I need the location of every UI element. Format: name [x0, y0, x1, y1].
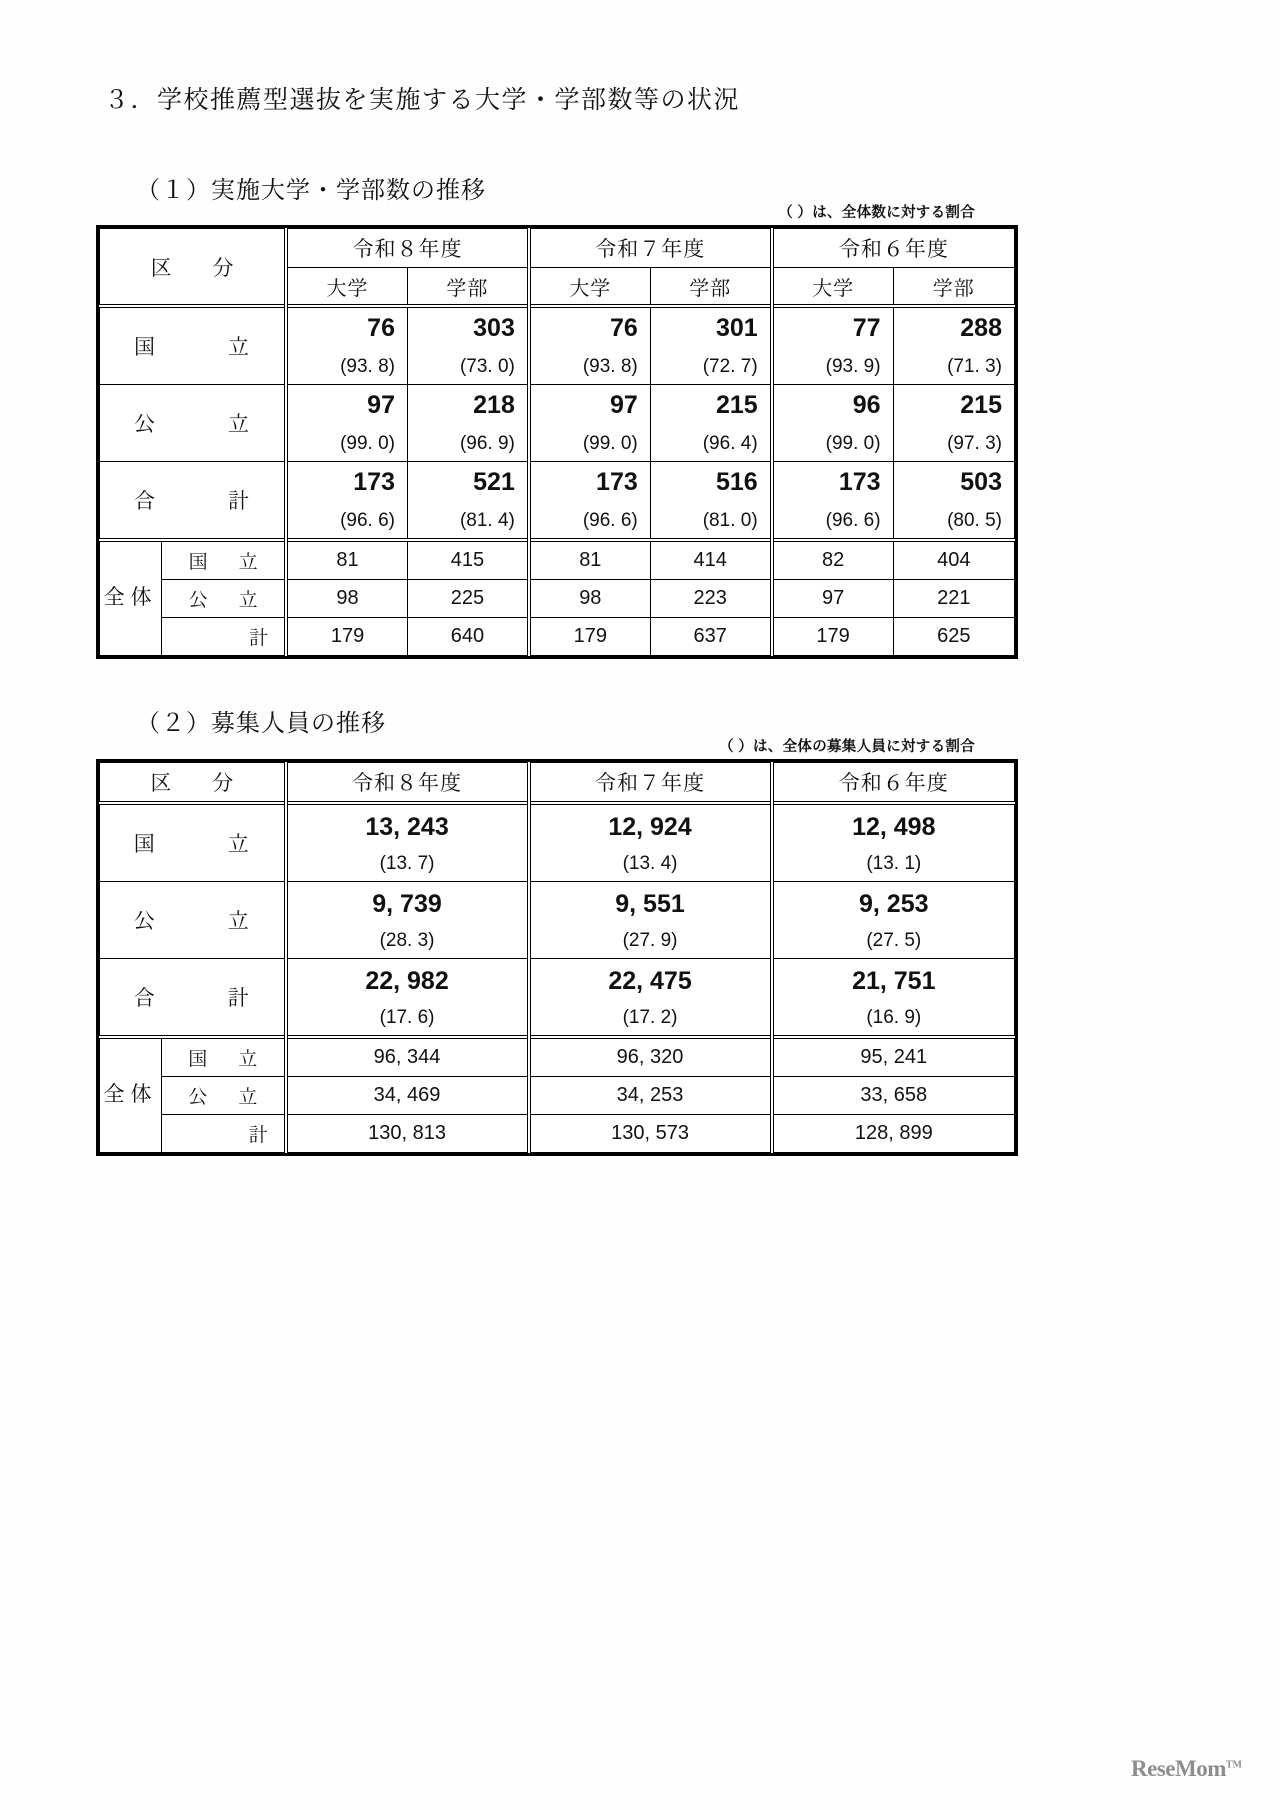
cell-value: [286, 385, 407, 462]
cell-value: 225: [407, 580, 528, 618]
cell-number: 97: [367, 391, 395, 419]
row-label-zentai-total: 計: [162, 618, 286, 656]
cell-number: 173: [353, 468, 395, 496]
cell-value: 415: [407, 540, 528, 580]
row-group-label-zentai: 全体: [100, 1037, 162, 1153]
cell-value: [772, 882, 1015, 959]
cell-percent: (93. 9): [825, 356, 881, 377]
cell-value: [772, 803, 1015, 882]
row-label-total: 合 計: [100, 462, 287, 541]
cell-percent: (93. 8): [340, 356, 395, 377]
cell-value: [407, 462, 528, 541]
cell-value: [529, 959, 772, 1038]
table-row: [100, 803, 1015, 882]
row-label-kokuritsu: 国 立: [100, 306, 287, 385]
header-sub-daigaku-r8: 大学: [286, 268, 407, 307]
cell-value: 404: [893, 540, 1014, 580]
section-1-note: （ ）は、全体数に対する割合: [778, 205, 975, 221]
cell-value: 414: [650, 540, 771, 580]
table-header-row-years: [100, 763, 1015, 804]
table-row: [100, 882, 1015, 959]
row-label-kokuritsu: 国 立: [100, 803, 286, 882]
cell-number: 173: [838, 468, 881, 496]
row-label-koritsu: 公 立: [100, 882, 286, 959]
header-year-r8: 令和８年度: [286, 229, 529, 268]
cell-value: 130, 573: [529, 1115, 772, 1153]
cell-percent: (72. 7): [702, 356, 758, 377]
header-sub-gakubu-r7: 学部: [650, 268, 771, 307]
cell-value: [407, 306, 528, 385]
cell-value: 97: [772, 580, 893, 618]
cell-percent: (73. 0): [459, 356, 515, 377]
header-year-r8: 令和８年度: [286, 763, 529, 804]
cell-percent: (17. 2): [622, 1007, 678, 1028]
watermark-tm: TM: [1225, 1759, 1242, 1771]
cell-value: 82: [772, 540, 893, 580]
cell-number: 503: [960, 468, 1002, 496]
cell-percent: (13. 4): [622, 853, 678, 874]
row-label-zentai-kokuritsu: 国 立: [162, 1037, 286, 1077]
cell-value: [772, 959, 1015, 1038]
cell-value: [529, 462, 650, 541]
cell-number: 97: [609, 391, 638, 419]
cell-number: 76: [609, 314, 638, 342]
section-2-note: （ ）は、全体の募集人員に対する割合: [719, 739, 975, 755]
table-row: [100, 1077, 1015, 1115]
cell-percent: (16. 9): [866, 1007, 922, 1028]
cell-value: 625: [893, 618, 1014, 656]
cell-value: [286, 462, 407, 541]
header-year-r7: 令和７年度: [529, 763, 772, 804]
cell-percent: (13. 7): [379, 853, 435, 874]
cell-number: 218: [473, 391, 515, 419]
cell-number: 22, 982: [365, 967, 449, 995]
cell-value: [893, 462, 1014, 541]
cell-number: 21, 751: [852, 967, 936, 995]
header-sub-daigaku-r6: 大学: [772, 268, 893, 307]
cell-value: 34, 253: [529, 1077, 772, 1115]
cell-value: 96, 320: [529, 1037, 772, 1077]
cell-value: [286, 959, 529, 1038]
cell-number: 12, 498: [852, 813, 936, 841]
page-title: ３．学校推薦型選抜を実施する大学・学部数等の状況: [104, 86, 741, 114]
cell-value: 34, 469: [286, 1077, 529, 1115]
cell-percent: (17. 6): [379, 1007, 435, 1028]
table-row: [100, 540, 1015, 580]
cell-percent: (99. 0): [582, 433, 638, 454]
cell-value: 179: [286, 618, 407, 656]
cell-number: 303: [473, 314, 515, 342]
cell-number: 9, 551: [615, 890, 685, 918]
cell-value: [772, 462, 893, 541]
table-row: [100, 385, 1015, 462]
cell-value: [529, 882, 772, 959]
table-row: [100, 1037, 1015, 1077]
header-year-r6: 令和６年度: [772, 763, 1015, 804]
cell-value: 221: [893, 580, 1014, 618]
cell-value: [650, 385, 771, 462]
watermark-brand: ReseMom: [1131, 1756, 1226, 1781]
cell-value: [650, 462, 771, 541]
table-universities-departments: [96, 225, 1018, 659]
cell-percent: (96. 9): [459, 433, 515, 454]
cell-percent: (27. 9): [622, 930, 678, 951]
cell-value: 640: [407, 618, 528, 656]
row-label-zentai-koritsu: 公 立: [162, 1077, 286, 1115]
row-label-zentai-total: 計: [162, 1115, 286, 1153]
section-2-title: （２）募集人員の推移: [136, 710, 386, 737]
cell-value: 98: [529, 580, 650, 618]
cell-percent: (97. 3): [947, 433, 1002, 454]
header-sub-daigaku-r7: 大学: [529, 268, 650, 307]
cell-number: 13, 243: [365, 813, 449, 841]
cell-value: [529, 385, 650, 462]
cell-value: [286, 306, 407, 385]
cell-value: [772, 385, 893, 462]
watermark-logo: [1131, 1756, 1242, 1782]
header-kubun: 区 分: [100, 763, 286, 804]
cell-number: 516: [715, 468, 758, 496]
table-row: [100, 618, 1015, 656]
cell-number: 22, 475: [608, 967, 692, 995]
cell-number: 12, 924: [608, 813, 692, 841]
table-row: [100, 580, 1015, 618]
cell-percent: (80. 5): [947, 510, 1002, 531]
cell-percent: (81. 4): [459, 510, 515, 531]
cell-value: [650, 306, 771, 385]
row-label-zentai-kokuritsu: 国 立: [162, 540, 286, 580]
cell-value: [529, 306, 650, 385]
cell-number: 96: [852, 391, 881, 419]
cell-value: 130, 813: [286, 1115, 529, 1153]
cell-percent: (99. 0): [340, 433, 395, 454]
header-sub-gakubu-r8: 学部: [407, 268, 528, 307]
cell-percent: (96. 6): [825, 510, 881, 531]
cell-percent: (81. 0): [702, 510, 758, 531]
cell-number: 301: [715, 314, 758, 342]
header-kubun: 区 分: [100, 229, 287, 307]
row-label-koritsu: 公 立: [100, 385, 287, 462]
cell-percent: (96. 6): [340, 510, 395, 531]
cell-value: 98: [286, 580, 407, 618]
table-header-row-years: [100, 229, 1015, 268]
cell-value: [286, 803, 529, 882]
cell-number: 173: [596, 468, 638, 496]
table-row: [100, 306, 1015, 385]
header-year-r7: 令和７年度: [529, 229, 772, 268]
cell-number: 215: [960, 391, 1002, 419]
cell-value: 179: [772, 618, 893, 656]
cell-percent: (28. 3): [379, 930, 435, 951]
table-row: [100, 1115, 1015, 1153]
cell-percent: (71. 3): [947, 356, 1002, 377]
header-sub-gakubu-r6: 学部: [893, 268, 1014, 307]
cell-value: [407, 385, 528, 462]
cell-percent: (96. 6): [582, 510, 638, 531]
cell-value: 223: [650, 580, 771, 618]
table-row: [100, 462, 1015, 541]
cell-number: 77: [852, 314, 881, 342]
row-group-label-zentai: 全体: [100, 540, 162, 656]
cell-number: 215: [715, 391, 758, 419]
cell-value: [286, 882, 529, 959]
cell-value: [893, 306, 1014, 385]
cell-value: 179: [529, 618, 650, 656]
cell-number: 288: [960, 314, 1002, 342]
cell-number: 521: [473, 468, 515, 496]
cell-value: 95, 241: [772, 1037, 1015, 1077]
cell-value: 96, 344: [286, 1037, 529, 1077]
cell-value: 81: [286, 540, 407, 580]
cell-percent: (93. 8): [582, 356, 638, 377]
cell-value: 81: [529, 540, 650, 580]
cell-value: [529, 803, 772, 882]
cell-value: 637: [650, 618, 771, 656]
row-label-zentai-koritsu: 公 立: [162, 580, 286, 618]
cell-percent: (27. 5): [866, 930, 922, 951]
cell-number: 9, 739: [372, 890, 442, 918]
cell-value: [893, 385, 1014, 462]
cell-value: 128, 899: [772, 1115, 1015, 1153]
cell-number: 9, 253: [859, 890, 929, 918]
cell-value: 33, 658: [772, 1077, 1015, 1115]
table-row: [100, 959, 1015, 1038]
section-1-title: （１）実施大学・学部数の推移: [136, 177, 486, 204]
cell-percent: (13. 1): [866, 853, 922, 874]
header-year-r6: 令和６年度: [772, 229, 1015, 268]
row-label-total: 合 計: [100, 959, 286, 1038]
cell-value: [772, 306, 893, 385]
table-recruitment-numbers: [96, 759, 1018, 1156]
cell-number: 76: [367, 314, 395, 342]
cell-percent: (99. 0): [825, 433, 881, 454]
cell-percent: (96. 4): [702, 433, 758, 454]
